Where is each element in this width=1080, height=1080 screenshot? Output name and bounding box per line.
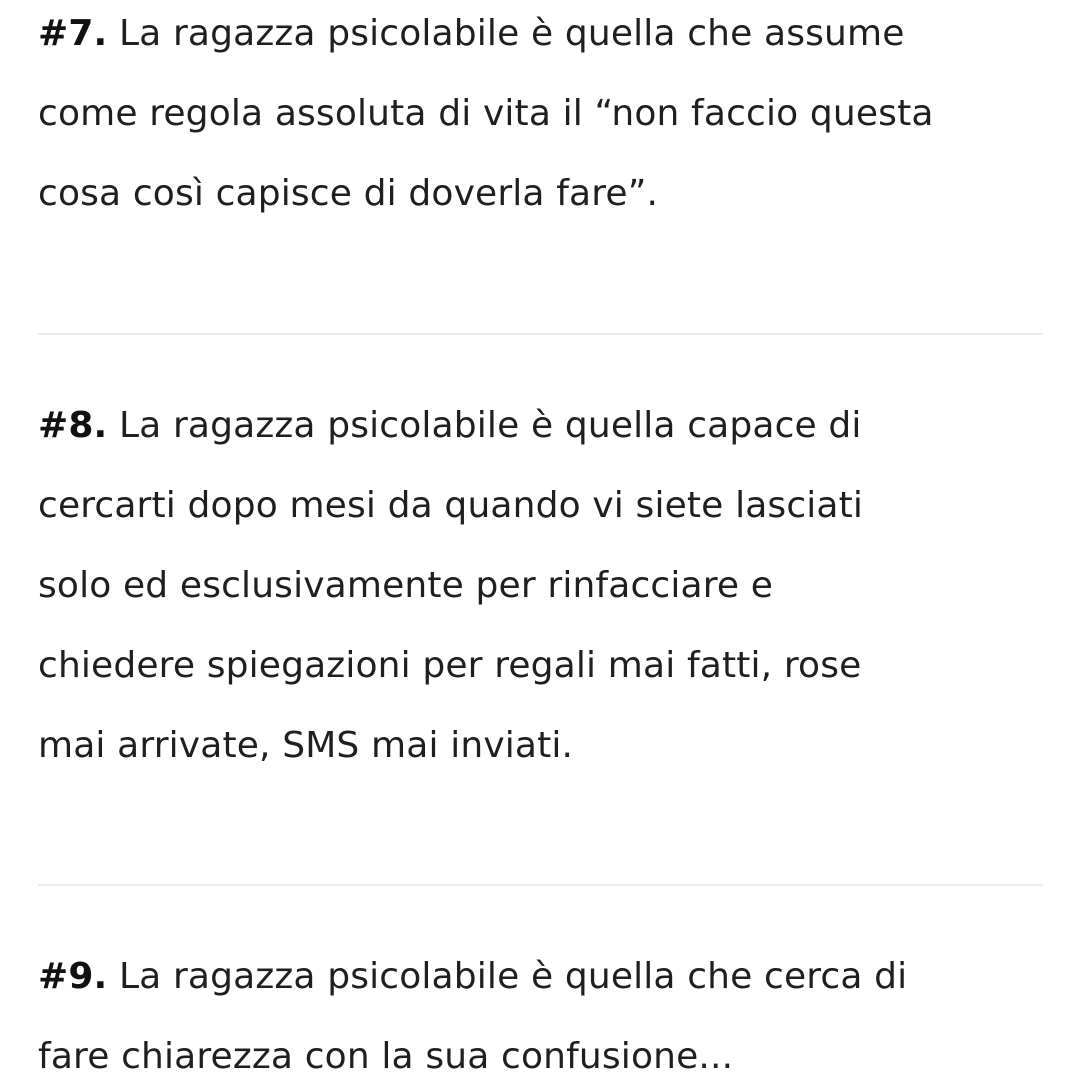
item-text: cercarti dopo mesi da quando vi siete lasciati [38, 485, 864, 526]
item-text: La ragazza psicolabile è quella capace di [118, 405, 862, 446]
item-line [38, 566, 773, 606]
item-text: chiedere spiegazioni per regali mai fatti, rose [38, 645, 862, 686]
item-text: mai arrivate, SMS mai inviati. [38, 725, 574, 766]
item-text: La ragazza psicolabile è quella che assume [118, 13, 905, 54]
item-line [38, 14, 905, 54]
item-line [38, 957, 907, 997]
section-divider [38, 884, 1043, 886]
item-text: cosa così capisce di doverla fare”. [38, 173, 659, 214]
item-line [38, 646, 861, 686]
item-line [38, 406, 862, 446]
item-text: solo ed esclusivamente per rinfacciare e [38, 565, 774, 606]
item-line [38, 174, 658, 214]
item-number: #7. [38, 13, 108, 54]
item-text: La ragazza psicolabile è quella che cerca di [118, 956, 908, 997]
item-text: fare chiarezza con la sua confusione... [38, 1036, 734, 1077]
item-line [38, 1037, 733, 1077]
item-line [38, 726, 573, 766]
section-divider [38, 333, 1043, 335]
item-text: come regola assoluta di vita il “non faccio questa [38, 93, 934, 134]
item-number: #8. [38, 405, 108, 446]
item-line [38, 94, 934, 134]
item-number: #9. [38, 956, 108, 997]
item-line [38, 486, 863, 526]
